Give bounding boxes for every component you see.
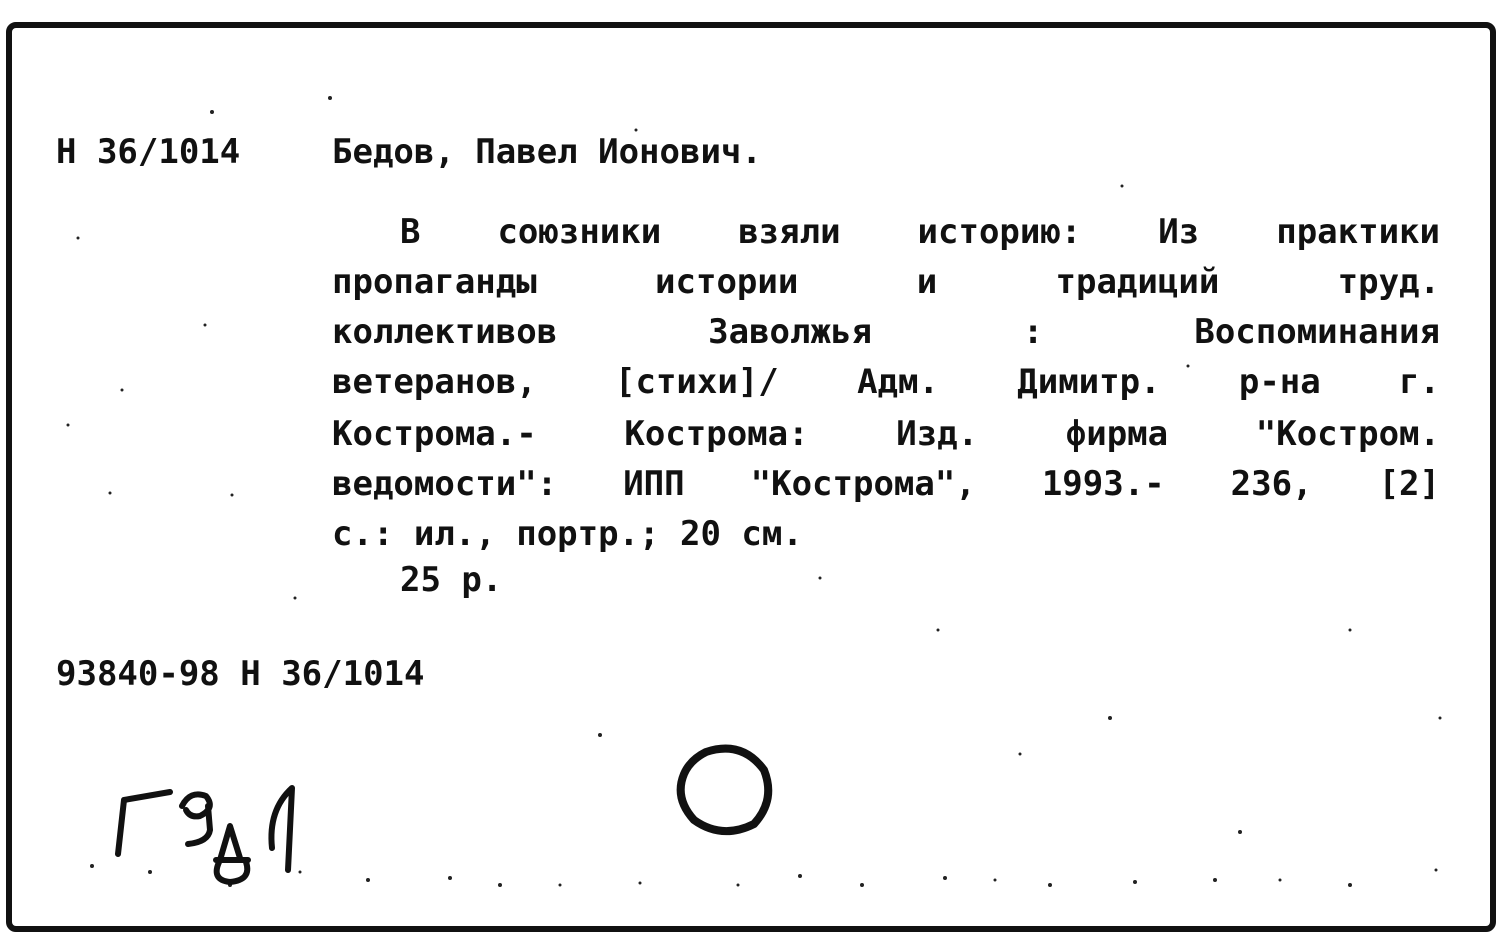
call-number: Н 36/1014 [56, 132, 241, 172]
stamp-circle [672, 742, 782, 842]
registration-number: 93840-98 [56, 654, 220, 694]
registration-row [56, 654, 424, 694]
description-line-6: ведомости": ИПП "Кострома", 1993.- 236, [2] [332, 464, 1440, 504]
call-number-bottom: Н 36/1014 [240, 654, 425, 694]
description-line-7: с.: ил., портр.; 20 см. [332, 514, 803, 554]
description-line-5: Кострома.- Кострома: Изд. фирма "Костром. [332, 414, 1440, 454]
handwritten-mark [70, 770, 350, 900]
description-line-2: пропаганды истории и традиций труд. [332, 262, 1440, 302]
description-line-4: ветеранов, [стихи]/ Адм. Димитр. р-на г. [332, 362, 1440, 402]
author-heading: Бедов, Павел Ионович. [332, 132, 762, 172]
price: 25 р. [400, 560, 503, 600]
description-line-1: В союзники взяли историю: Из практики [400, 212, 1440, 252]
description-line-3: коллективов Заволжья : Воспоминания [332, 312, 1440, 352]
